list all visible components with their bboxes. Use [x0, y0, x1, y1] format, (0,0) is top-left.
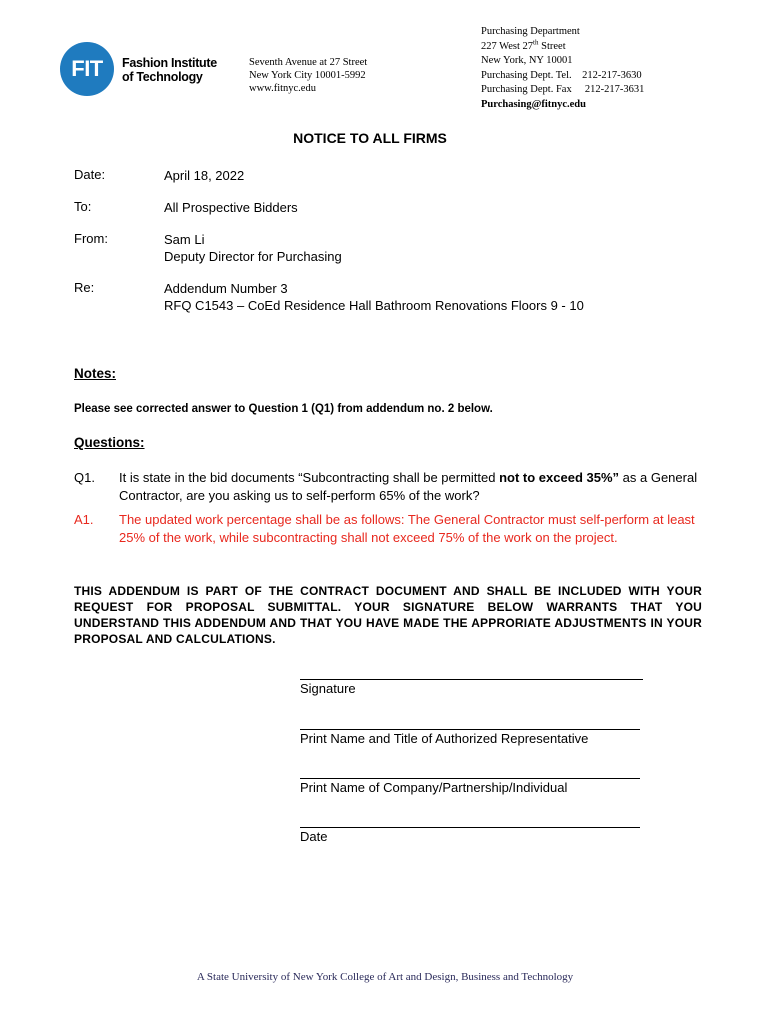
purchasing-tel: Purchasing Dept. Tel. 212-217-3630 — [481, 69, 642, 81]
purchasing-street — [481, 40, 644, 55]
address-line2: New York City 10001-5992 — [249, 70, 366, 81]
notes-heading: Notes: — [74, 366, 117, 381]
re-value — [164, 280, 584, 314]
street-prefix: 227 West 27 — [481, 40, 534, 52]
notes-text: Please see corrected answer to Question 1 (Q1) from addendum no. 2 below. — [74, 403, 493, 415]
addendum-notice: THIS ADDENDUM IS PART OF THE CONTRACT DOCUMENT AND SHALL BE INCLUDED WITH YOUR REQUEST FOR PROPOSAL SUBMITTAL. YOUR SIGNATURE BELOW WARRANTS THAT YOU UNDERSTAND THIS ADDENDUM AND THAT YOU HAVE MADE THE APPRORIATE ADJUSTMENTS IN YOUR PROPOSAL AND CALCULATIONS. — [74, 584, 702, 646]
questions-heading: Questions: — [74, 435, 145, 450]
address-line1: Seventh Avenue at 27 Street — [249, 57, 368, 68]
date-field-label: Date — [300, 829, 328, 844]
date-value: April 18, 2022 — [164, 168, 245, 183]
purchasing-dept: Purchasing Department — [481, 26, 580, 37]
signature-label: Signature — [300, 681, 356, 696]
website-link[interactable]: www.fitnyc.edu — [249, 83, 316, 94]
from-title: Deputy Director for Purchasing — [164, 249, 342, 264]
q1-text-part1: It is state in the bid documents “Subcontracting shall be permitted — [119, 470, 500, 485]
a1-label: A1. — [74, 512, 94, 527]
from-label: From: — [74, 231, 108, 246]
institution-name-line2: of Technology — [122, 70, 203, 84]
date-label: Date: — [74, 167, 106, 182]
to-label: To: — [74, 199, 92, 214]
purchasing-fax: Purchasing Dept. Fax 212-217-3631 — [481, 84, 645, 95]
street-ordinal: th — [533, 38, 539, 46]
date-line[interactable] — [300, 827, 640, 828]
print-name-line[interactable] — [300, 729, 640, 730]
purchasing-contact-block — [481, 25, 644, 112]
street-suffix: Street — [538, 40, 566, 52]
to-value: All Prospective Bidders — [164, 200, 298, 215]
institution-name-line1: Fashion Institute — [122, 56, 217, 70]
q1-label: Q1. — [74, 470, 95, 485]
a1-text: The updated work percentage shall be as follows: The General Contractor must self-perform at least 25% of the work, while subcontracting shall not exceed 75% of the work on the project. — [119, 512, 695, 545]
purchasing-city: New York, NY 10001 — [481, 55, 573, 66]
signature-line[interactable] — [300, 679, 643, 680]
q1-text-emphasis: not to exceed 35%” — [499, 470, 620, 485]
page-title: NOTICE TO ALL FIRMS — [293, 130, 447, 146]
print-name-label: Print Name and Title of Authorized Representative — [300, 731, 589, 746]
company-name-label: Print Name of Company/Partnership/Individual — [300, 780, 568, 795]
q1-text — [119, 469, 719, 505]
institution-address — [249, 56, 367, 95]
footer-tagline: A State University of New York College of Art and Design, Business and Technology — [196, 971, 574, 983]
re-label: Re: — [74, 280, 95, 295]
institution-name — [122, 56, 217, 84]
from-name: Sam Li — [164, 232, 205, 247]
company-name-line[interactable] — [300, 778, 640, 779]
fit-logo: FIT — [60, 42, 114, 96]
re-line1: Addendum Number 3 — [164, 281, 288, 296]
from-value — [164, 231, 342, 265]
q1-text-part2: as a General Contractor, are you asking us to self-perform 65% of the work? — [119, 470, 698, 503]
purchasing-email-link[interactable]: Purchasing@fitnyc.edu — [481, 98, 586, 110]
re-line2: RFQ C1543 – CoEd Residence Hall Bathroom Renovations Floors 9 - 10 — [164, 298, 584, 313]
